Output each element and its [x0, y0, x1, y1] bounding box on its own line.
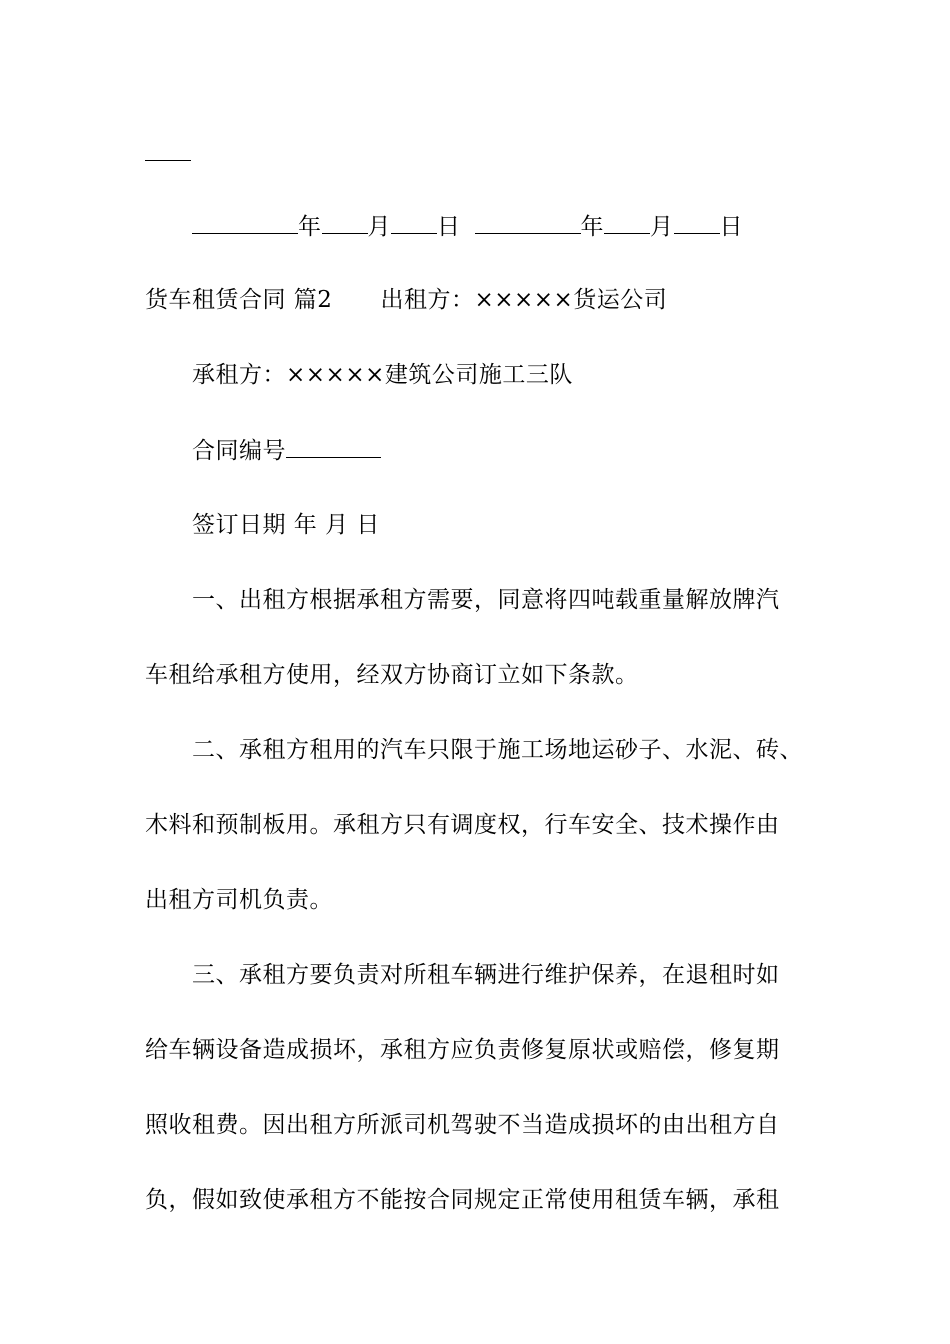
signature-line: [145, 160, 191, 161]
day-label-1: 日: [437, 214, 461, 240]
contract-number-blank: [286, 435, 381, 458]
date-row: [192, 211, 743, 242]
clause3-line4: 负，假如致使承租方不能按合同规定正常使用租赁车辆，承租: [145, 1187, 780, 1213]
clause1-line1: 一、出租方根据承租方需要，同意将四吨载重量解放牌汽: [192, 587, 780, 613]
day-blank-2: [674, 211, 720, 234]
year-blank-2: [475, 211, 581, 234]
clause3-line3: 照收租费。因出租方所派司机驾驶不当造成损坏的由出租方自: [145, 1112, 780, 1138]
year-label-2: 年: [580, 214, 604, 240]
clause3-line2: 给车辆设备造成损坏，承租方应负责修复原状或赔偿，修复期: [145, 1037, 780, 1063]
contract-number-row: [192, 435, 381, 466]
clause2-line1: 二、承租方租用的汽车只限于施工场地运砂子、水泥、砖、: [192, 737, 803, 763]
year-label-1: 年: [298, 214, 322, 240]
day-label-2: 日: [719, 214, 743, 240]
clause1-line2: 车租给承租方使用，经双方协商订立如下条款。: [145, 662, 639, 688]
day-blank-1: [391, 211, 437, 234]
month-label-1: 月: [367, 214, 391, 240]
year-blank-1: [192, 211, 298, 234]
clause3-line1: 三、承租方要负责对所租车辆进行维护保养，在退租时如: [192, 962, 780, 988]
contract-title: 货车租赁合同 篇2: [145, 287, 333, 313]
month-label-2: 月: [650, 214, 674, 240]
clause2-line2: 木料和预制板用。承租方只有调度权，行车安全、技术操作由: [145, 812, 780, 838]
lessee-line: 承租方：×××××建筑公司施工三队: [192, 362, 573, 388]
sign-date-line: 签订日期 年 月 日: [192, 512, 380, 538]
clause2-line3: 出租方司机负责。: [145, 887, 333, 913]
month-blank-1: [322, 211, 368, 234]
month-blank-2: [604, 211, 650, 234]
lessor-line: 出租方：×××××货运公司: [380, 287, 668, 313]
title-row: [145, 285, 667, 315]
contract-number-label: 合同编号: [192, 438, 286, 464]
